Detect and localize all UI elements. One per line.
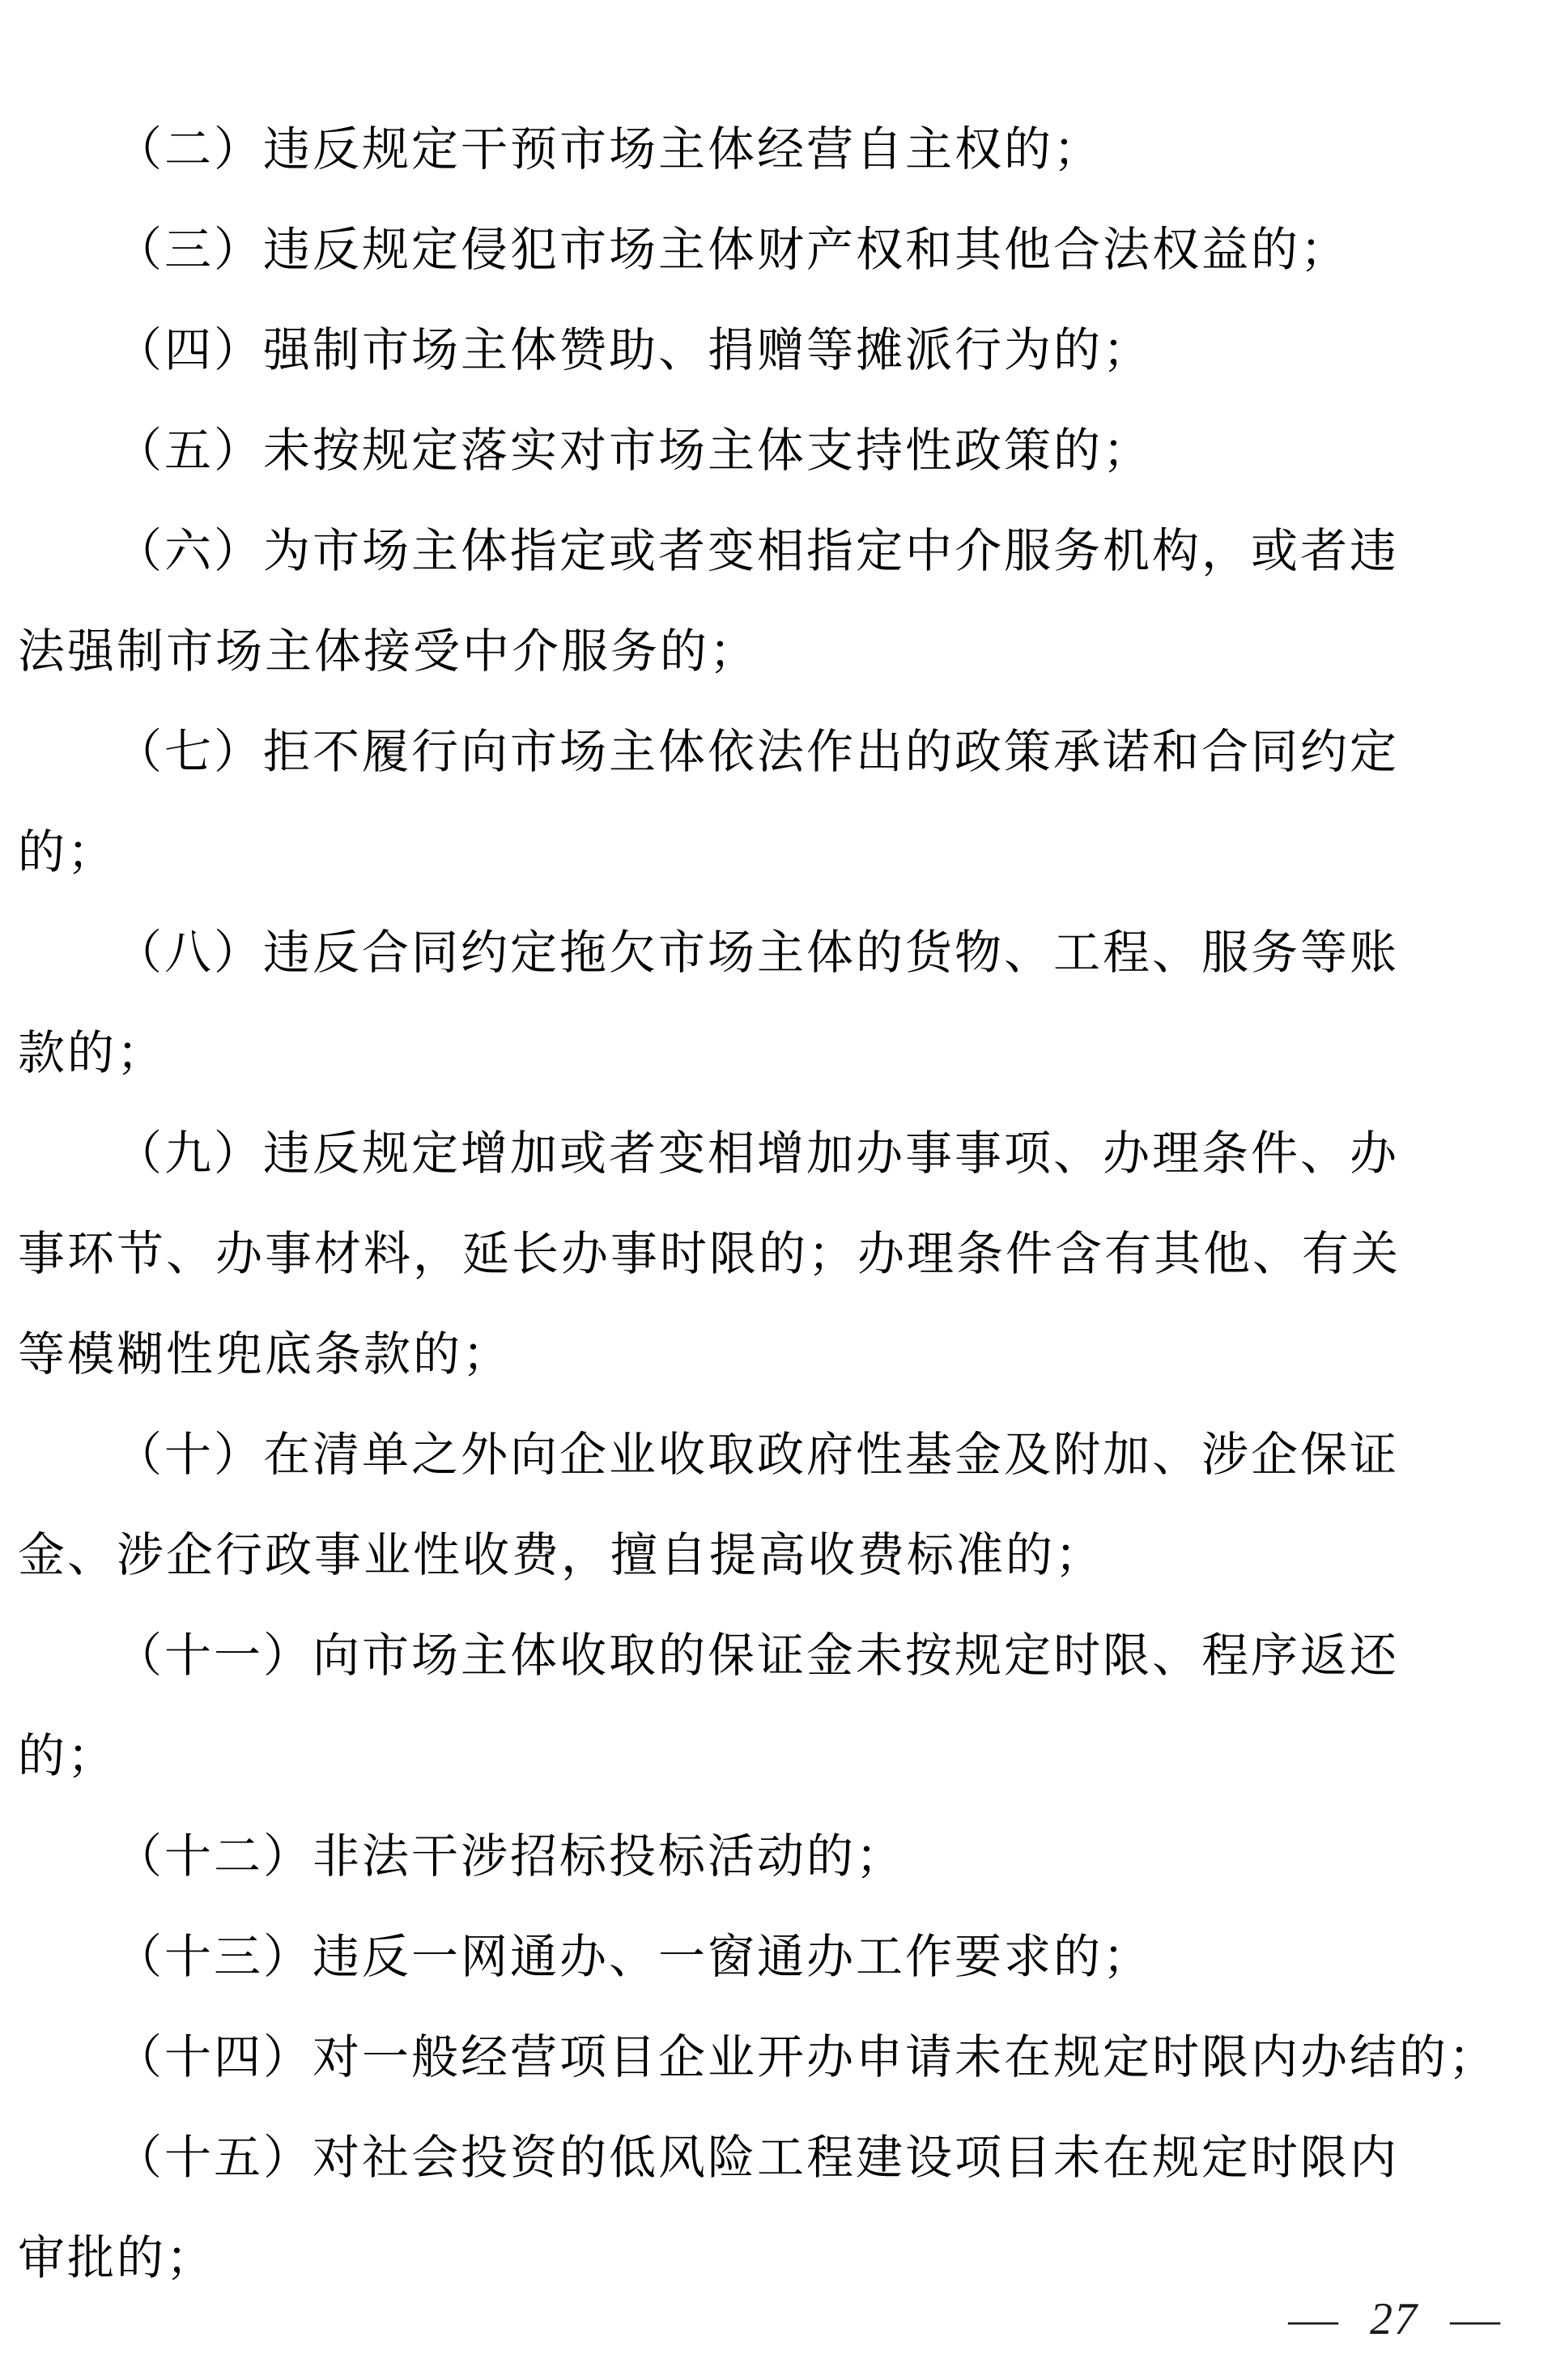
text-line: 事环节、办事材料，延长办事时限的；办理条件含有其他、有关 <box>18 1228 1401 1280</box>
document-body <box>18 100 1536 2309</box>
page-footer <box>1290 2293 1498 2345</box>
page-number: 27 <box>1370 2294 1418 2344</box>
text-line: 的； <box>18 826 117 879</box>
text-line: 的； <box>18 1730 117 1782</box>
text-line: （十五）对社会投资的低风险工程建设项目未在规定时限内 <box>115 2131 1400 2184</box>
text-line: （三）违反规定侵犯市场主体财产权和其他合法权益的； <box>115 224 1350 276</box>
text-line: （二）违反规定干预市场主体经营自主权的； <box>115 123 1103 176</box>
text-line: 金、涉企行政事业性收费，擅自提高收费标准的； <box>18 1529 1105 1582</box>
text-line: （十二）非法干涉招标投标活动的； <box>115 1830 906 1883</box>
text-line: 审批的； <box>18 2232 216 2284</box>
text-line: 法强制市场主体接受中介服务的； <box>18 625 759 678</box>
text-line: （九）违反规定增加或者变相增加办事事项、办理条件、办 <box>115 1127 1400 1180</box>
text-line: （十四）对一般经营项目企业开办申请未在规定时限内办结的； <box>115 2031 1499 2084</box>
text-line: （六）为市场主体指定或者变相指定中介服务机构，或者违 <box>115 525 1400 577</box>
text-line: 款的； <box>18 1027 167 1079</box>
text-line: （十）在清单之外向企业收取政府性基金及附加、涉企保证 <box>115 1428 1400 1481</box>
text-line: （十一）向市场主体收取的保证金未按规定时限、程序返还 <box>115 1629 1400 1682</box>
page-number-right-dash: — <box>1450 2294 1500 2344</box>
text-line: （七）拒不履行向市场主体依法作出的政策承诺和合同约定 <box>115 726 1400 778</box>
text-line: （四）强制市场主体赞助、捐赠等摊派行为的； <box>115 324 1153 377</box>
text-line: （十三）违反一网通办、一窗通办工作要求的； <box>115 1931 1153 1983</box>
text-line: 等模糊性兜底条款的； <box>18 1328 512 1381</box>
text-line: （五）未按规定落实对市场主体支持性政策的； <box>115 424 1153 477</box>
text-line: （八）违反合同约定拖欠市场主体的货物、工程、服务等账 <box>115 926 1400 979</box>
page-number-left-dash: — <box>1288 2294 1338 2344</box>
